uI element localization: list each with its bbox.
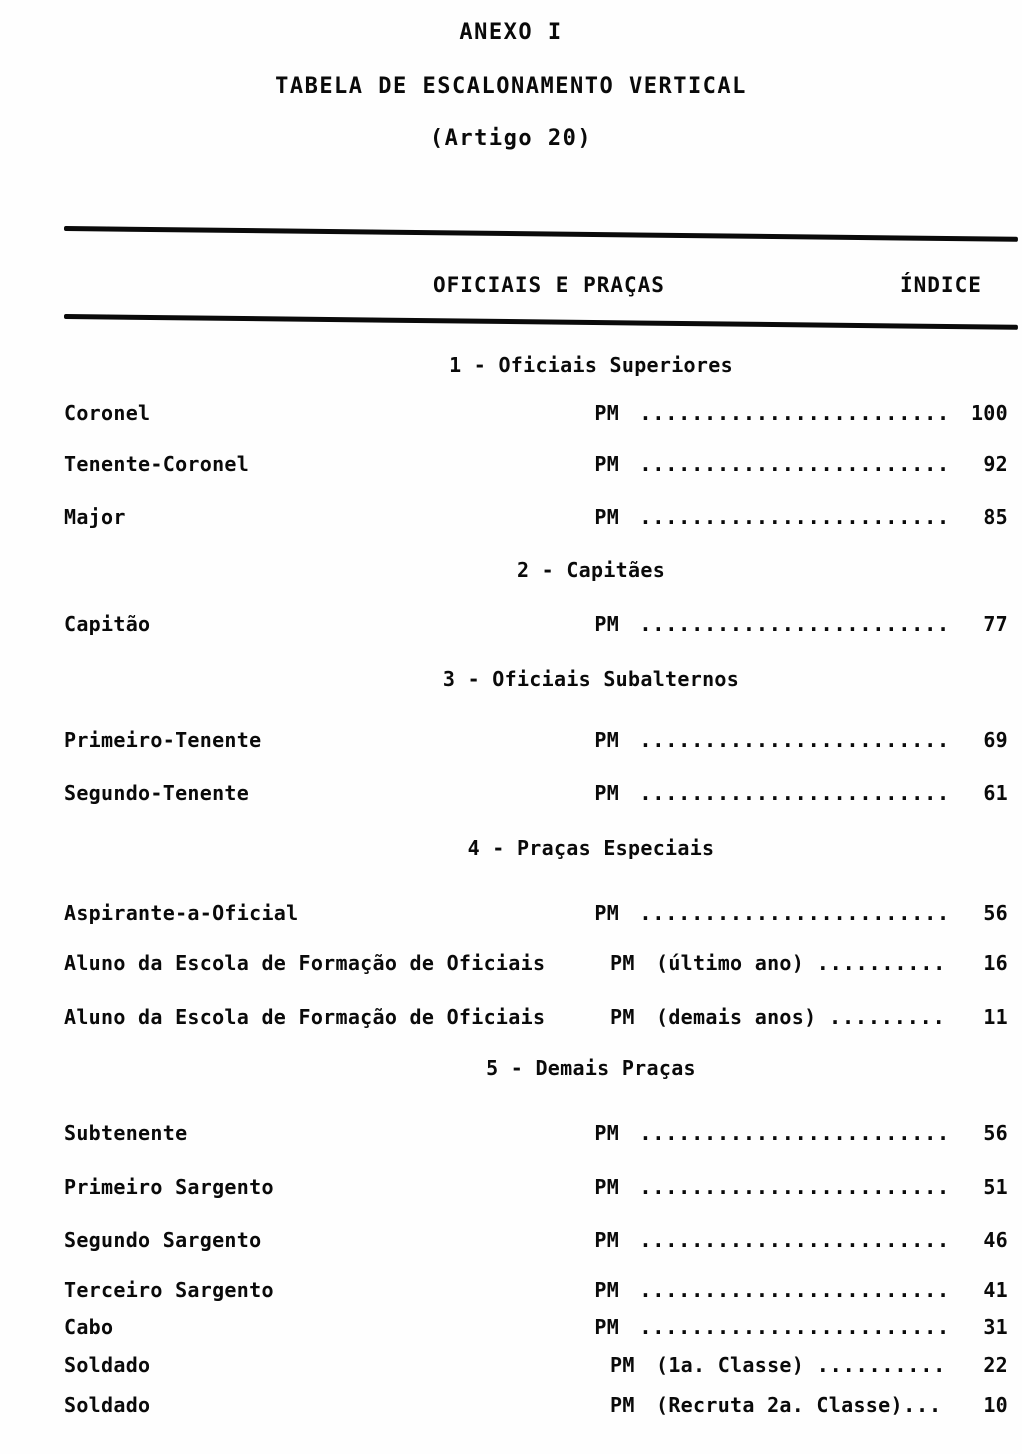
rank-name: Soldado xyxy=(64,1353,151,1377)
section-heading-3: 3 - Oficiais Subalternos xyxy=(442,667,740,691)
table-row-cabo xyxy=(64,1314,1008,1340)
leader-dots: ........................ xyxy=(639,505,950,529)
rank-name: Primeiro-Tenente xyxy=(64,728,262,752)
pm-label: PM xyxy=(610,1393,635,1417)
dot-leader xyxy=(639,1120,950,1146)
qualifier: (Recruta 2a. Classe) xyxy=(656,1393,903,1417)
index-value: 22 xyxy=(983,1353,1008,1377)
rank-name: Soldado xyxy=(64,1393,151,1417)
table-row-aspirante xyxy=(64,900,1008,926)
leader-dots: ........................ xyxy=(639,1228,950,1252)
dot-leader xyxy=(639,727,950,753)
dot-leader xyxy=(639,1227,950,1253)
table-row-soldado-1a-classe xyxy=(64,1352,1008,1378)
qualifier: (1a. Classe) xyxy=(656,1353,817,1377)
section-heading-2: 2 - Capitães xyxy=(516,558,666,582)
leader-dots: ........................ xyxy=(639,901,950,925)
pm-label: PM xyxy=(594,401,620,425)
dot-leader xyxy=(639,1277,950,1303)
rank-name: Primeiro Sargento xyxy=(64,1175,274,1199)
table-row-capitao xyxy=(64,611,1008,637)
section-heading-5: 5 - Demais Praças xyxy=(486,1056,696,1080)
table-row-segundo-sargento xyxy=(64,1227,1008,1253)
rank-name: Terceiro Sargento xyxy=(64,1278,274,1302)
qualifier: (último ano) xyxy=(656,951,817,975)
table-row-coronel xyxy=(64,400,1008,426)
rank-name: Aluno da Escola de Formação de Oficiais xyxy=(64,951,546,975)
dot-leader xyxy=(656,1004,948,1030)
table-row-major xyxy=(64,504,1008,530)
dot-leader xyxy=(656,1352,948,1378)
table-row-segundo-tenente xyxy=(64,780,1008,806)
dot-leader xyxy=(656,950,948,976)
table-row-aluno-demais-anos xyxy=(64,1004,1008,1030)
rank-name: Segundo Sargento xyxy=(64,1228,262,1252)
dot-leader xyxy=(639,400,950,426)
leader-dots: ........................ xyxy=(639,1175,950,1199)
pm-label: PM xyxy=(594,452,620,476)
index-value: 85 xyxy=(983,505,1008,529)
leader-dots: ......... xyxy=(828,1005,946,1029)
leader-dots: ........................ xyxy=(639,1315,950,1339)
dot-leader xyxy=(639,1174,950,1200)
leader-dots: ........................ xyxy=(639,612,950,636)
table-rule-top xyxy=(64,226,1018,242)
pm-label: PM xyxy=(594,1315,620,1339)
pm-label: PM xyxy=(610,1353,635,1377)
table-row-tenente-coronel xyxy=(64,451,1008,477)
rank-name: Major xyxy=(64,505,126,529)
index-value: 51 xyxy=(983,1175,1008,1199)
column-header-index: ÍNDICE xyxy=(900,273,982,297)
document-subtitle: (Artigo 20) xyxy=(429,126,593,151)
leader-dots: .......... xyxy=(816,951,946,975)
annex-title: ANEXO I xyxy=(459,20,563,45)
pm-label: PM xyxy=(594,1228,620,1252)
index-value: 16 xyxy=(983,951,1008,975)
table-row-soldado-recruta xyxy=(64,1392,1008,1418)
index-value: 69 xyxy=(983,728,1008,752)
leader-dots: ........................ xyxy=(639,1121,950,1145)
index-value: 31 xyxy=(983,1315,1008,1339)
leader-dots: ........................ xyxy=(639,401,950,425)
rank-name: Segundo-Tenente xyxy=(64,781,250,805)
table-row-primeiro-tenente xyxy=(64,727,1008,753)
table-row-subtenente xyxy=(64,1120,1008,1146)
leader-dots: ........................ xyxy=(639,1278,950,1302)
index-value: 11 xyxy=(983,1005,1008,1029)
rank-name: Coronel xyxy=(64,401,151,425)
rank-name: Subtenente xyxy=(64,1121,188,1145)
pm-label: PM xyxy=(594,1121,620,1145)
section-heading-1: 1 - Oficiais Superiores xyxy=(449,353,733,377)
index-value: 77 xyxy=(983,612,1008,636)
pm-label: PM xyxy=(610,951,635,975)
table-row-terceiro-sargento xyxy=(64,1277,1008,1303)
rank-name: Cabo xyxy=(64,1315,114,1339)
table-row-primeiro-sargento xyxy=(64,1174,1008,1200)
dot-leader xyxy=(656,1392,948,1418)
pm-label: PM xyxy=(594,612,620,636)
dot-leader xyxy=(639,900,950,926)
table-rule-header-bottom xyxy=(64,314,1018,330)
pm-label: PM xyxy=(610,1005,635,1029)
leader-dots: ........................ xyxy=(639,781,950,805)
pm-label: PM xyxy=(594,505,620,529)
rank-name: Capitão xyxy=(64,612,151,636)
rank-name: Aspirante-a-Oficial xyxy=(64,901,299,925)
index-value: 46 xyxy=(983,1228,1008,1252)
pm-label: PM xyxy=(594,728,620,752)
pm-label: PM xyxy=(594,1175,620,1199)
dot-leader xyxy=(639,451,950,477)
pm-label: PM xyxy=(594,1278,620,1302)
leader-dots: .......... xyxy=(816,1353,946,1377)
index-value: 56 xyxy=(983,1121,1008,1145)
pm-label: PM xyxy=(594,781,620,805)
section-heading-4: 4 - Praças Especiais xyxy=(467,836,715,860)
table-row-aluno-ultimo-ano xyxy=(64,950,1008,976)
leader-dots: ........................ xyxy=(639,728,950,752)
rank-name: Tenente-Coronel xyxy=(64,452,250,476)
index-value: 100 xyxy=(970,401,1008,425)
column-header-ranks: OFICIAIS E PRAÇAS xyxy=(433,273,665,297)
qualifier: (demais anos) xyxy=(656,1005,829,1029)
dot-leader xyxy=(639,780,950,806)
index-value: 92 xyxy=(983,452,1008,476)
index-value: 41 xyxy=(983,1278,1008,1302)
document-title: TABELA DE ESCALONAMENTO VERTICAL xyxy=(275,74,747,99)
dot-leader xyxy=(639,611,950,637)
leader-dots: ........................ xyxy=(639,452,950,476)
index-value: 10 xyxy=(983,1393,1008,1417)
leader-dots: ... xyxy=(902,1393,942,1417)
index-value: 61 xyxy=(983,781,1008,805)
pm-label: PM xyxy=(594,901,620,925)
index-value: 56 xyxy=(983,901,1008,925)
rank-name: Aluno da Escola de Formação de Oficiais xyxy=(64,1005,546,1029)
dot-leader xyxy=(639,1314,950,1340)
dot-leader xyxy=(639,504,950,530)
